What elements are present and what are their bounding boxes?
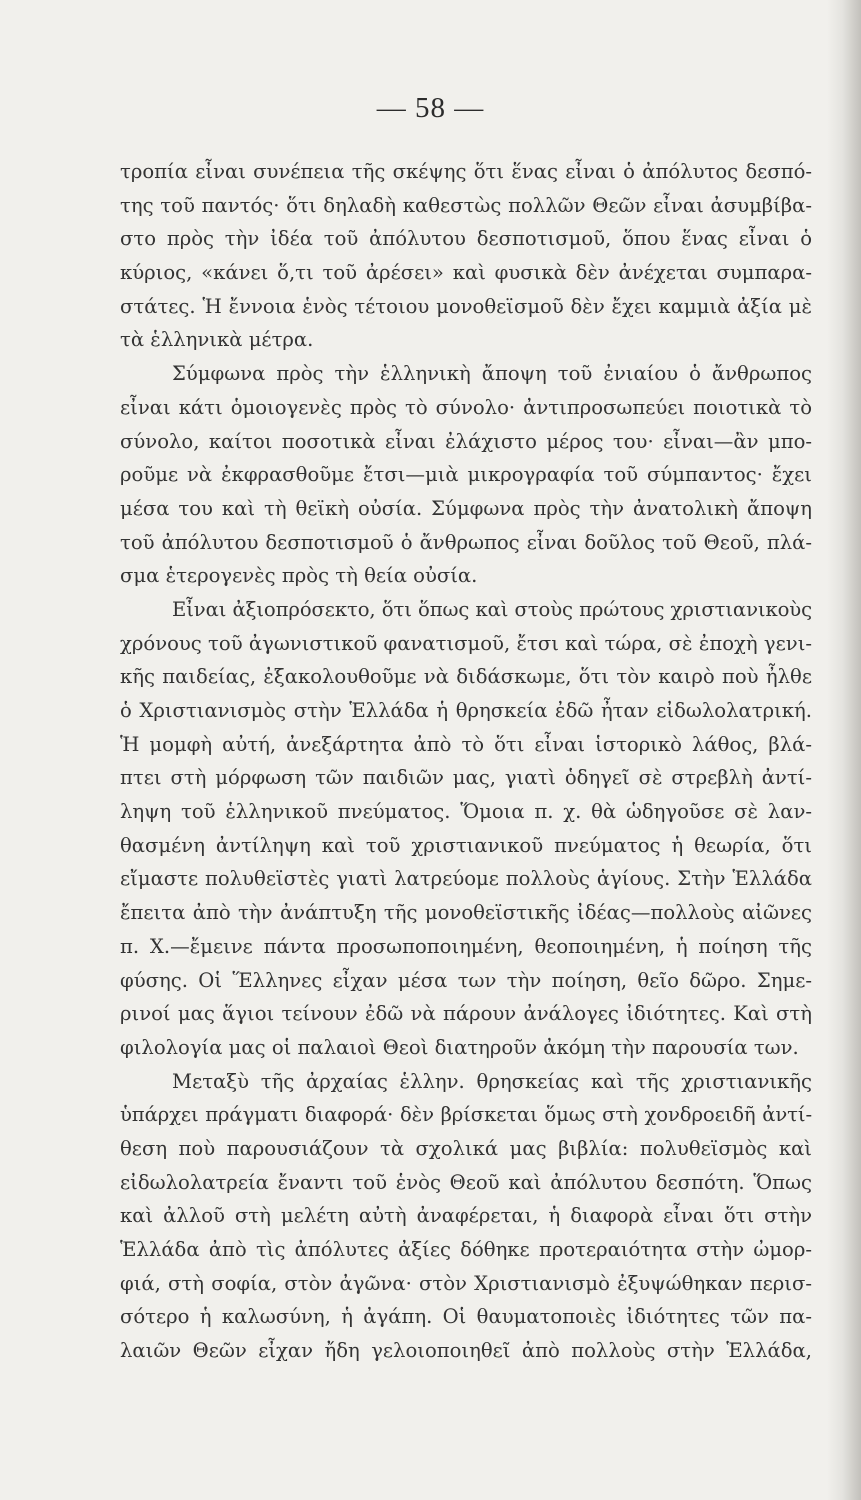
text-line: στο πρὸς τὴν ἰδέα τοῦ ἀπόλυτου δεσποτισμοῦ, ὅπου ἕνας εἶναι ὁ <box>120 227 812 251</box>
text-line: εἴμαστε πολυθεϊστὲς γιατὶ λατρεύομε πολλοὺς ἁγίους. Στὴν Ἑλλάδα <box>120 867 812 891</box>
body-text <box>120 155 812 1368</box>
text-line: τὰ ἑλληνικὰ μέτρα. <box>120 328 314 352</box>
text-line: θασμένη ἀντίληψη καὶ τοῦ χριστιανικοῦ πνεύματος ἡ θεωρία, ὅτι <box>120 833 812 857</box>
text-line: της τοῦ παντός· ὅτι δηλαδὴ καθεστὼς πολλῶν Θεῶν εἶναι ἀσυμβίβα- <box>120 193 812 217</box>
text-line: ροῦμε νὰ ἐκφρασθοῦμε ἔτσι—μιὰ μικρογραφία τοῦ σύμπαντος· ἔχει <box>120 463 812 487</box>
text-line: σότερο ἡ καλωσύνη, ἡ ἀγάπη. Οἱ θαυματοποιὲς ἰδιότητες τῶν πα- <box>120 1305 812 1329</box>
text-line: φιλολογία μας οἱ παλαιοὶ Θεοὶ διατηροῦν ἀκόμη τὴν παρουσία των. <box>120 1035 799 1059</box>
text-line: Ἡ μομφὴ αὐτή, ἀνεξάρτητα ἀπὸ τὸ ὅτι εἶναι ἱστορικὸ λάθος, βλά- <box>120 732 812 756</box>
text-line: λαιῶν Θεῶν εἶχαν ἤδη γελοιοποιηθεῖ ἀπὸ πολλοὺς στὴν Ἑλλάδα, <box>120 1339 812 1363</box>
text-line: πτει στὴ μόρφωση τῶν παιδιῶν μας, γιατὶ ὁδηγεῖ σὲ στρεβλὴ ἀντί- <box>120 766 812 790</box>
text-line: εἰδωλολατρεία ἔναντι τοῦ ἑνὸς Θεοῦ καὶ ἀπόλυτου δεσπότη. Ὅπως <box>120 1170 812 1194</box>
text-line: τροπία εἶναι συνέπεια τῆς σκέψης ὅτι ἕνας εἶναι ὁ ἀπόλυτος δεσπό- <box>120 160 812 183</box>
text-line: σύνολο, καίτοι ποσοτικὰ εἶναι ἐλάχιστο μέρος του· εἶναι—ἂν μπο- <box>120 429 812 453</box>
text-line: ἔπειτα ἀπὸ τὴν ἀνάπτυξη τῆς μονοθεϊστικῆς ἰδέας—πολλοὺς αἰῶνες <box>120 901 812 925</box>
text-line: Ἑλλάδα ἀπὸ τὶς ἀπόλυτες ἀξίες δόθηκε προτεραιότητα στὴν ὠμορ- <box>120 1238 812 1261</box>
text-line: φύσης. Οἱ Ἕλληνες εἶχαν μέσα των τὴν ποίηση, θεῖο δῶρο. Σημε- <box>120 968 812 992</box>
text-line: τοῦ ἀπόλυτου δεσποτισμοῦ ὁ ἄνθρωπος εἶναι δοῦλος τοῦ Θεοῦ, πλά- <box>120 530 812 554</box>
text-line: ὑπάρχει πράγματι διαφορά· δὲν βρίσκεται ὅμως στὴ χονδροειδῆ ἀντί- <box>120 1103 812 1127</box>
text-line: χρόνους τοῦ ἀγωνιστικοῦ φανατισμοῦ, ἔτσι καὶ τώρα, σὲ ἐποχὴ γενι- <box>120 631 812 655</box>
page-number: — 58 — <box>376 92 485 124</box>
text-line: Μεταξὺ τῆς ἀρχαίας ἑλλην. θρησκείας καὶ τῆς χριστιανικῆς <box>172 1069 812 1093</box>
text-line: στάτες. Ἡ ἔννοια ἑνὸς τέτοιου μονοθεϊσμοῦ δὲν ἔχει καμμιὰ ἀξία μὲ <box>120 294 812 318</box>
text-line: ληψη τοῦ ἑλληνικοῦ πνεύματος. Ὅμοια π. χ. θὰ ὡδηγοῦσε σὲ λαν- <box>120 800 812 824</box>
text-line: εἶναι κάτι ὁμοιογενὲς πρὸς τὸ σύνολο· ἀντιπροσωπεύει ποιοτικὰ τὸ <box>120 395 812 419</box>
text-line: θεση ποὺ παρουσιάζουν τὰ σχολικά μας βιβλία: πολυθεϊσμὸς καὶ <box>120 1136 812 1160</box>
text-line: ρινοί μας ἅγιοι τείνουν ἐδῶ νὰ πάρουν ἀνάλογες ἰδιότητες. Καὶ στὴ <box>120 1002 812 1026</box>
text-line: καὶ ἀλλοῦ στὴ μελέτη αὐτὴ ἀναφέρεται, ἡ διαφορὰ εἶναι ὅτι στὴν <box>120 1204 812 1228</box>
text-line: π. Χ.—ἔμεινε πάντα προσωποποιημένη, θεοποιημένη, ἡ ποίηση τῆς <box>120 934 812 958</box>
text-line: μέσα του καὶ τὴ θεϊκὴ οὐσία. Σύμφωνα πρὸς τὴν ἀνατολικὴ ἄποψη <box>120 496 812 520</box>
text-line: κῆς παιδείας, ἐξακολουθοῦμε νὰ διδάσκωμε, ὅτι τὸν καιρὸ ποὺ ἦλθε <box>120 665 812 689</box>
text-line: φιά, στὴ σοφία, στὸν ἀγῶνα· στὸν Χριστιανισμὸ ἐξυψώθηκαν περισ- <box>120 1271 812 1295</box>
text-line: Σύμφωνα πρὸς τὴν ἑλληνικὴ ἄποψη τοῦ ἐνιαίου ὁ ἄνθρωπος <box>172 362 812 386</box>
text-line: σμα ἑτερογενὲς πρὸς τὴ θεία οὐσία. <box>120 564 478 588</box>
page-edge-shadow <box>827 0 861 1500</box>
text-line: ὁ Χριστιανισμὸς στὴν Ἑλλάδα ἡ θρησκεία ἐδῶ ἦταν εἰδωλολατρική. <box>120 699 812 722</box>
text-line: κύριος, «κάνει ὅ,τι τοῦ ἀρέσει» καὶ φυσικὰ δὲν ἀνέχεται συμπαρα- <box>120 261 812 285</box>
text-line: Εἶναι ἀξιοπρόσεκτο, ὅτι ὅπως καὶ στοὺς πρώτους χριστιανικοὺς <box>172 597 812 621</box>
